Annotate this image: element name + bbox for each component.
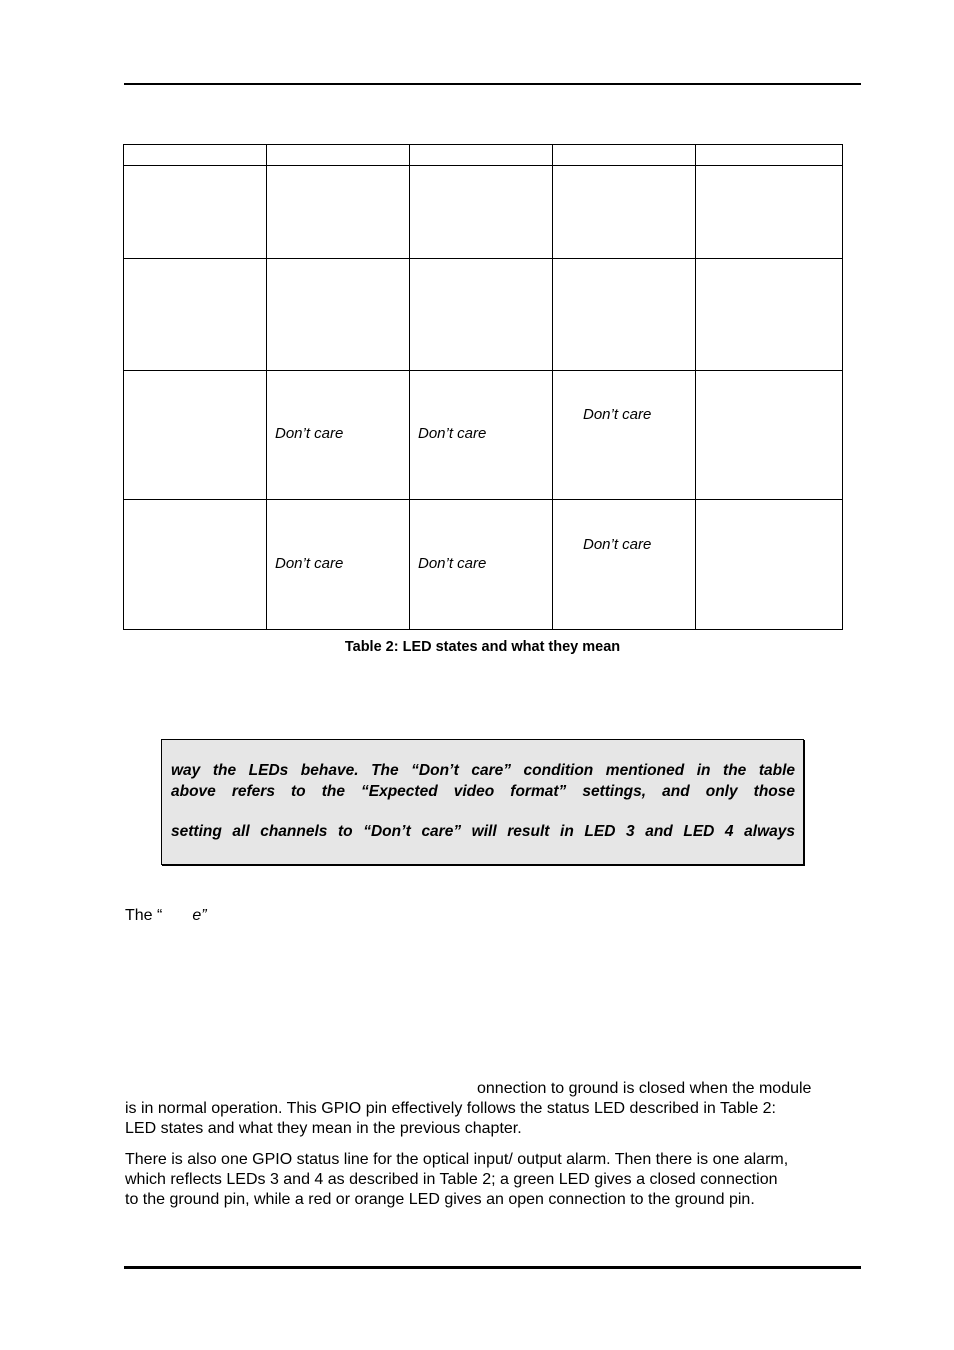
paragraph-fragment <box>125 906 207 927</box>
paragraph-line: which reflects LEDs 3 and 4 as described in Table 2; a green LED gives a closed connection <box>125 1171 778 1188</box>
table-row <box>124 371 843 500</box>
dont-care-label: Don’t care <box>275 425 344 442</box>
fragment-e-text: e” <box>192 907 207 924</box>
table-cell <box>267 166 410 259</box>
table-cell <box>696 371 843 500</box>
table-cell <box>410 259 553 371</box>
table-cell <box>553 371 696 500</box>
table-cell <box>267 145 410 166</box>
table-cell <box>696 166 843 259</box>
led-states-table <box>123 144 843 630</box>
table-caption: Table 2: LED states and what they mean <box>344 639 621 655</box>
table-cell <box>267 371 410 500</box>
table-cell <box>553 145 696 166</box>
table-cell <box>267 259 410 371</box>
table-cell <box>124 166 267 259</box>
header-rule <box>124 83 861 85</box>
table-header-row <box>124 145 843 166</box>
paragraph-line: LED states and what they mean in the previous chapter. <box>125 1120 522 1137</box>
table-cell <box>553 259 696 371</box>
paragraph-line: to the ground pin, while a red or orange LED gives an open connection to the ground pin. <box>125 1191 755 1208</box>
dont-care-label: Don’t care <box>418 425 487 442</box>
paragraph-line: There is also one GPIO status line for the optical input/ output alarm. Then there is one alarm, <box>125 1151 789 1168</box>
table-cell <box>410 166 553 259</box>
note-line: way the LEDs behave. The “Don’t care” condition mentioned in the table <box>171 762 795 779</box>
paragraph-line: onnection to ground is closed when the module <box>477 1080 812 1097</box>
table-cell <box>267 500 410 630</box>
table-cell <box>553 500 696 630</box>
table-cell <box>696 259 843 371</box>
table-row <box>124 500 843 630</box>
dont-care-label: Don’t care <box>583 536 652 553</box>
table-cell <box>124 371 267 500</box>
footer-rule <box>124 1266 861 1269</box>
table-cell <box>124 500 267 630</box>
table-cell <box>696 145 843 166</box>
table-cell <box>696 500 843 630</box>
paragraph-line: is in normal operation. This GPIO pin effectively follows the status LED described in Table 2: <box>125 1100 776 1117</box>
table-row <box>124 166 843 259</box>
table-cell <box>124 145 267 166</box>
dont-care-label: Don’t care <box>275 555 344 572</box>
table-row <box>124 259 843 371</box>
note-line: setting all channels to “Don’t care” will result in LED 3 and LED 4 always <box>171 823 795 840</box>
fragment-the-text: The “ <box>125 907 163 924</box>
table-cell <box>410 371 553 500</box>
table-cell <box>410 500 553 630</box>
table-cell <box>553 166 696 259</box>
dont-care-label: Don’t care <box>583 406 652 423</box>
note-box <box>161 739 804 865</box>
table-cell <box>410 145 553 166</box>
note-line: above refers to the “Expected video format” settings, and only those <box>171 783 795 800</box>
table-cell <box>124 259 267 371</box>
dont-care-label: Don’t care <box>418 555 487 572</box>
